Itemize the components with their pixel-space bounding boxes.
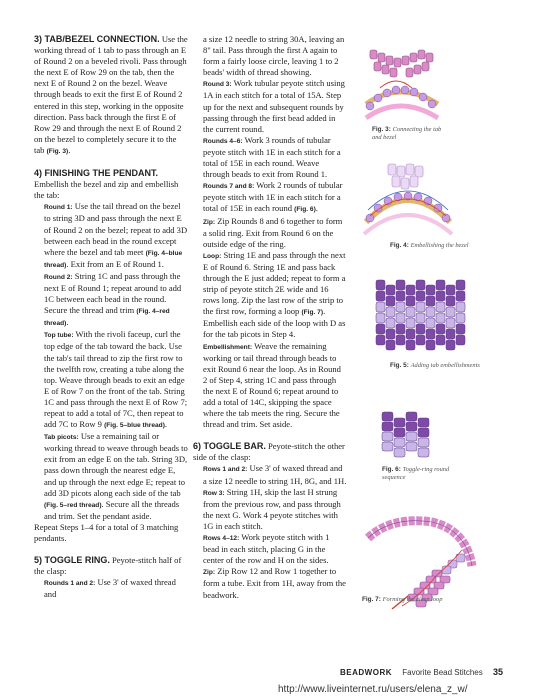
- rounds-4-6-text: Work 3 rounds of tubular peyote stitch with 1E in each stitch for a total of 15E in each round. Weave through beads to exit from Round 1.: [203, 134, 341, 180]
- fig-5-bead: [416, 335, 425, 345]
- figure-3-caption: [372, 126, 442, 142]
- fig-5-bead: [376, 313, 385, 323]
- fig-5-bead: [436, 280, 445, 290]
- zip-2-text: Zip Row 12 and Row 1 together to form a tube. Exit from 1H, away from the beadwork.: [203, 566, 346, 600]
- fig-7-text: Forming the clasp loop: [382, 596, 443, 603]
- magazine-name: BEADWORK: [340, 668, 392, 677]
- step-5-heading: 5) TOGGLE RING.: [34, 555, 110, 566]
- round-2-text: String 1C and pass through the next E of Round 1; repeat around to add 1C between each bead in the round. Secure the thread and trim: [44, 270, 182, 316]
- zip-2-label: Zip:: [203, 569, 216, 577]
- figure-6-caption: [382, 466, 452, 482]
- fig-5-bead: [446, 285, 455, 295]
- step-4-intro: Embellish the bezel and zip and embellish the tab:: [34, 179, 179, 201]
- rows-1-2-text: Use 3' of waxed thread and a size 12 needle to string 1H, 8G, and 1H.: [203, 463, 347, 486]
- fig-5-bead: [406, 296, 415, 306]
- fig-5-text: Adding tab embellishments: [410, 362, 480, 369]
- fig-6-bead: [382, 422, 393, 431]
- fig-5-bead: [396, 302, 405, 312]
- step-4-top-tube: [34, 329, 188, 431]
- round-3-label: Round 3:: [203, 81, 232, 89]
- fig-5-bead: [396, 313, 405, 323]
- figure-7-illustration: [362, 510, 478, 610]
- fig-6-bead: [394, 428, 405, 437]
- fig-6-bead: [418, 428, 429, 437]
- step-5-continued: a size 12 needle to string 30A, leaving an 8" tail. Pass through the first A again to form a fairly loose circle, leaving 1 to 2 beads' width of thread showing.: [203, 34, 345, 78]
- fig-7-label: Fig. 7:: [362, 596, 381, 603]
- step-6-row-3: [193, 487, 347, 532]
- watermark-url: http://www.liveinternet.ru/users/elena_z_w/: [278, 684, 468, 695]
- step-5-rounds-7-8: [193, 180, 347, 215]
- fig-5-bead: [386, 296, 395, 306]
- fig-5-bead: [376, 335, 385, 345]
- fig-6-bead: [394, 418, 405, 427]
- fig-5-bead: [386, 285, 395, 295]
- fig-4-blue-ref: (Fig. 4–blue thread): [44, 249, 183, 269]
- fig-5-bead: [406, 329, 415, 339]
- fig-6-bead: [418, 418, 429, 427]
- fig-5-bead: [376, 324, 385, 334]
- step-5-rounds-1-2: [34, 577, 188, 600]
- step-4-round-1: [34, 201, 188, 271]
- fig-5-bead: [416, 313, 425, 323]
- fig-5-bead: [406, 285, 415, 295]
- fig-5-bead: [396, 291, 405, 301]
- step-5-embellishment: [193, 341, 347, 431]
- fig-5-bead: [426, 329, 435, 339]
- fig-5-bead: [456, 313, 465, 323]
- fig-4-red-ref: (Fig. 4–red thread): [44, 308, 170, 328]
- fig-5-bead: [426, 318, 435, 328]
- fig-5-label: Fig. 5:: [390, 362, 409, 369]
- page-footer: [340, 667, 503, 677]
- fig-6-bead: [382, 412, 393, 421]
- fig-3-label: Fig. 3:: [372, 126, 391, 133]
- section-name: Favorite Bead Stitches: [402, 668, 483, 677]
- fig-5-bead: [376, 280, 385, 290]
- fig-5-bead: [416, 291, 425, 301]
- embellishment-text: Weave the remaining working or tail thread through beads to exit Round 6 near the loop. As in Round 2 of Step 4, string 1C and pass through the next E of Round 6; repeat around to add a total of 14C, skipping the space where the tab meets the ring. Secure the thread and trim. Set aside.: [203, 340, 341, 430]
- fig-5-bead: [446, 329, 455, 339]
- text-column-left: [34, 34, 188, 601]
- rounds-1-2-label: Rounds 1 and 2:: [44, 580, 96, 588]
- fig-5-bead: [456, 280, 465, 290]
- fig-5-bead: [426, 307, 435, 317]
- zip-label: Zip:: [203, 218, 216, 226]
- step-5-zip: [193, 216, 347, 250]
- step-6-text: Peyote-stitch the other side of the clasp:: [193, 441, 345, 463]
- fig-6-bead: [406, 412, 417, 421]
- fig-5-bead: [456, 324, 465, 334]
- fig-4-label: Fig. 4:: [390, 242, 409, 249]
- zip-text: Zip Rounds 8 and 6 together to form a solid ring. Exit from Round 6 on the outside edge of the ring.: [203, 215, 343, 249]
- fig-5-bead: [416, 324, 425, 334]
- tab-picots-tail: . Secure all the threads and trim. Set the pendant aside.: [44, 498, 180, 521]
- fig-6-label: Fig. 6:: [382, 466, 401, 473]
- rounds-7-8-tail: .: [315, 203, 318, 214]
- step-6-paragraph: [193, 441, 347, 463]
- fig-5-bead: [456, 335, 465, 345]
- fig-6-bead: [394, 448, 405, 457]
- fig-6-bead: [382, 432, 393, 441]
- round-2-label: Round 2:: [44, 273, 73, 281]
- round-1-label: Round 1:: [44, 204, 73, 212]
- fig-5-bead: [446, 307, 455, 317]
- rounds-7-8-text: Work 2 rounds of tubular peyote stitch with 1E in each stitch for a total of 15E in each round: [203, 180, 343, 214]
- fig-5-bead: [386, 340, 395, 350]
- loop-text: String 1E and pass through the next E of Round 6. String 1E and pass back through the E just added; repeat to form a strip of peyote stitch 2E wide and 16 rows long. Zip the last row of the strip to the first row, forming a loop: [203, 249, 346, 317]
- figure-5-illustration: [372, 272, 468, 352]
- fig-3-text: Connecting the tab and bezel: [372, 126, 442, 141]
- fig-5-bead: [376, 291, 385, 301]
- step-4-paragraph: [34, 168, 188, 201]
- figure-4-illustration: [360, 160, 456, 240]
- fig-6-bead: [406, 432, 417, 441]
- fig-5-bead: [386, 329, 395, 339]
- fig-5-bead: [396, 324, 405, 334]
- fig-6-bead: [406, 442, 417, 451]
- step-5-rounds-4-6: [193, 135, 347, 180]
- fig-5-bead: [416, 280, 425, 290]
- fig-5-bead: [416, 302, 425, 312]
- fig-5-bead: [396, 280, 405, 290]
- fig-5-bead: [426, 296, 435, 306]
- step-3-end: .: [68, 144, 71, 155]
- top-tube-label: Top tube:: [44, 332, 74, 340]
- fig-7-ref: (Fig. 7): [301, 309, 324, 317]
- fig-5-bead: [436, 291, 445, 301]
- fig-5-bead: [406, 340, 415, 350]
- fig-6-bead: [382, 442, 393, 451]
- fig-6-bead: [406, 422, 417, 431]
- step-6-zip: [193, 566, 347, 600]
- fig-5-red-ref: (Fig. 5–red thread): [44, 501, 102, 509]
- rows-1-2-label: Rows 1 and 2:: [203, 466, 248, 474]
- top-tube-tail: .: [164, 419, 168, 430]
- step-4-round-2: [34, 271, 188, 329]
- fig-5-bead: [436, 324, 445, 334]
- step-5-round-3: [193, 78, 347, 134]
- fig-5-bead: [436, 302, 445, 312]
- fig-5-bead: [426, 285, 435, 295]
- step-5-paragraph: [34, 555, 188, 577]
- fig-5-bead: [446, 296, 455, 306]
- step-4-tab-picots: [34, 431, 188, 522]
- row-3-text: String 1H, skip the last H strung from the previous row, and pass through the next G. Work 4 peyote stitches with 1G in each stitch.: [203, 486, 341, 531]
- fig-5-bead: [396, 335, 405, 345]
- fig-5-bead: [386, 318, 395, 328]
- step-6-rows-4-12: [193, 532, 347, 566]
- round-3-text: Work tubular peyote stitch using 1A in each stitch for a total of 15A. Step up for the next and subsequent rounds by passing through the first bead added in the current round.: [203, 78, 345, 134]
- fig-6-text: Toggle-ring round sequence: [382, 466, 450, 481]
- step-5-text: Peyote-stitch half of the clasp:: [34, 555, 182, 577]
- fig-6-bead: [418, 448, 429, 457]
- fig-5-blue-ref: (Fig. 5–blue thread): [104, 422, 165, 430]
- repeat-note: Repeat Steps 1–4 for a total of 3 matching pendants.: [34, 521, 179, 544]
- step-5-loop: [193, 250, 347, 341]
- fig-5-bead: [456, 302, 465, 312]
- fig-5-bead: [446, 318, 455, 328]
- figure-7-caption: [362, 596, 472, 604]
- rows-4-12-text: Work peyote stitch with 1 bead in each stitch, placing G in the center of the row and H on the sides.: [203, 532, 330, 566]
- tab-picots-label: Tab picots:: [44, 434, 79, 442]
- step-3-text: Use the working thread of 1 tab to pass through an E of Round 2 on a beveled rivoli. Pass through the next E of Row 29 on the tab, then the next E of Round 2 on the bezel. Weave through beads to exit the first E of Round 2 entered in this step, working in the opposite direction. Pass back through the first E of Row 29 and through the next E of Round 2 on the bezel to completely secure it to the tab: [34, 34, 188, 155]
- fig-3-ref: (Fig. 3): [46, 147, 69, 155]
- rounds-7-8-label: Rounds 7 and 8:: [203, 183, 255, 191]
- row-3-label: Row 3:: [203, 489, 225, 497]
- fig-6-bead: [418, 438, 429, 447]
- text-column-middle: [193, 34, 347, 601]
- loop-label: Loop:: [203, 252, 222, 260]
- fig-5-bead: [456, 291, 465, 301]
- figure-6-illustration: [380, 410, 432, 458]
- step-6-rows-1-2: [193, 463, 347, 486]
- fig-5-bead: [436, 313, 445, 323]
- rounds-4-6-label: Rounds 4–6:: [203, 137, 243, 145]
- step-3-heading: 3) TAB/BEZEL CONNECTION.: [34, 34, 160, 44]
- round-1-text: Use the tail thread on the bezel to string 3D and pass through the next E of Round 2 on the bezel; repeat to add 3D between each bead in the round except where the bezel and tab meet: [44, 201, 188, 257]
- tab-picots-text: Use a remaining tail or working thread to weave through beads to exit from an edge E on the tab. String 3D, pass down through the nearest edge E, and up through the next edge E; repeat to add 3D picots along each side of the tab: [44, 431, 188, 498]
- step-6-heading: 6) TOGGLE BAR.: [193, 441, 266, 452]
- fig-5-bead: [386, 307, 395, 317]
- fig-5-bead: [426, 340, 435, 350]
- fig-5-bead: [406, 318, 415, 328]
- fig-5-bead: [376, 302, 385, 312]
- fig-4-text: Embellishing the bezel: [410, 242, 469, 249]
- step-4-heading: 4) FINISHING THE PENDANT.: [34, 168, 159, 179]
- figure-5-caption: [390, 362, 490, 370]
- fig-5-bead: [406, 307, 415, 317]
- figure-3-illustration: [360, 44, 444, 128]
- page-number: 35: [492, 667, 503, 677]
- figure-4-caption: [390, 242, 470, 250]
- loop-tail: . Embellish each side of the loop with D as for the tab picots in Step 4.: [203, 306, 346, 340]
- embellishment-label: Embellishment:: [203, 343, 253, 351]
- rounds-1-2-text: Use 3' of waxed thread and: [44, 577, 176, 600]
- top-tube-text: With the rivoli faceup, curl the top edge of the tab toward the back. Use the tab's tail thread to zip the first row to the twelfth row, creating a tube along the top. Weave through beads to exit an edge E of Row 7 on the front of the tab. String 1C and pass through the next E of Row 7; repeat to add a total of 7C, then repeat to add 7C to Row 9: [44, 329, 188, 430]
- fig-6-ref: (Fig. 6): [294, 206, 316, 214]
- fig-5-bead: [436, 335, 445, 345]
- rows-4-12-label: Rows 4–12:: [203, 535, 240, 543]
- fig-6-bead: [394, 438, 405, 447]
- fig-5-bead: [446, 340, 455, 350]
- round-1-tail: . Exit from an E of Round 1.: [66, 258, 164, 269]
- round-2-tail: .: [66, 317, 69, 328]
- step-3-paragraph: [34, 34, 188, 157]
